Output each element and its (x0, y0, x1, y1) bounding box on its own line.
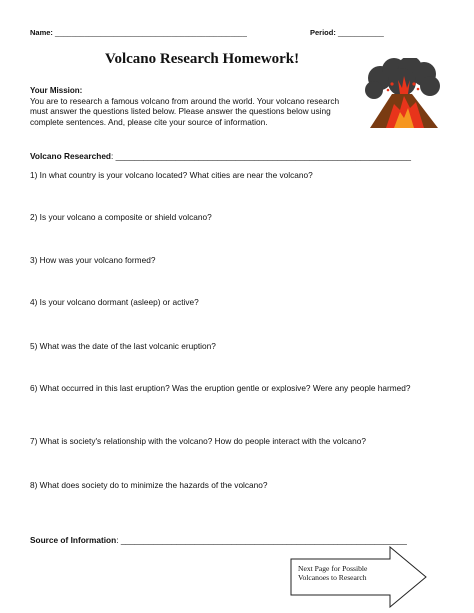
mission-text: You are to research a famous volcano from around the world. Your volcano research must answer the questions listed below. Please answer the questions below using complete sentences. And, please cite your source of information. (30, 96, 340, 127)
volcano-icon (364, 58, 444, 130)
period-line (310, 28, 384, 37)
name-field[interactable]: ______________________________________________ (55, 28, 247, 37)
question-6: 6) What occurred in this last eruption? Was the eruption gentle or explosive? Were any people harmed? (30, 383, 411, 393)
next-page-line-2: Volcanoes to Research (298, 573, 367, 583)
question-1: 1) In what country is your volcano located? What cities are near the volcano? (30, 170, 313, 180)
next-page-note (298, 564, 394, 583)
question-3: 3) How was your volcano formed? (30, 255, 156, 265)
name-line (30, 28, 247, 37)
question-2: 2) Is your volcano a composite or shield volcano? (30, 212, 212, 222)
mission-heading: Your Mission: (30, 86, 83, 95)
volcano-researched-line (30, 151, 411, 161)
question-8: 8) What does society do to minimize the hazards of the volcano? (30, 480, 268, 490)
question-4: 4) Is your volcano dormant (asleep) or active? (30, 297, 199, 307)
next-page-line-1: Next Page for Possible (298, 564, 368, 573)
period-field[interactable]: ___________ (337, 28, 384, 37)
source-field[interactable]: : ______________________________________________________________ (116, 535, 407, 545)
name-label: Name: (30, 28, 53, 37)
page-title: Volcano Research Homework! (105, 51, 300, 67)
period-label: Period: (310, 28, 336, 37)
question-7: 7) What is society's relationship with the volcano? How do people interact with the volcano? (30, 436, 366, 446)
source-line (30, 535, 407, 545)
source-label: Source of Information (30, 535, 117, 545)
volcano-researched-label: Volcano Researched (30, 151, 112, 161)
volcano-researched-field[interactable]: : ________________________________________________________________ (111, 151, 411, 161)
question-5: 5) What was the date of the last volcanic eruption? (30, 341, 216, 351)
